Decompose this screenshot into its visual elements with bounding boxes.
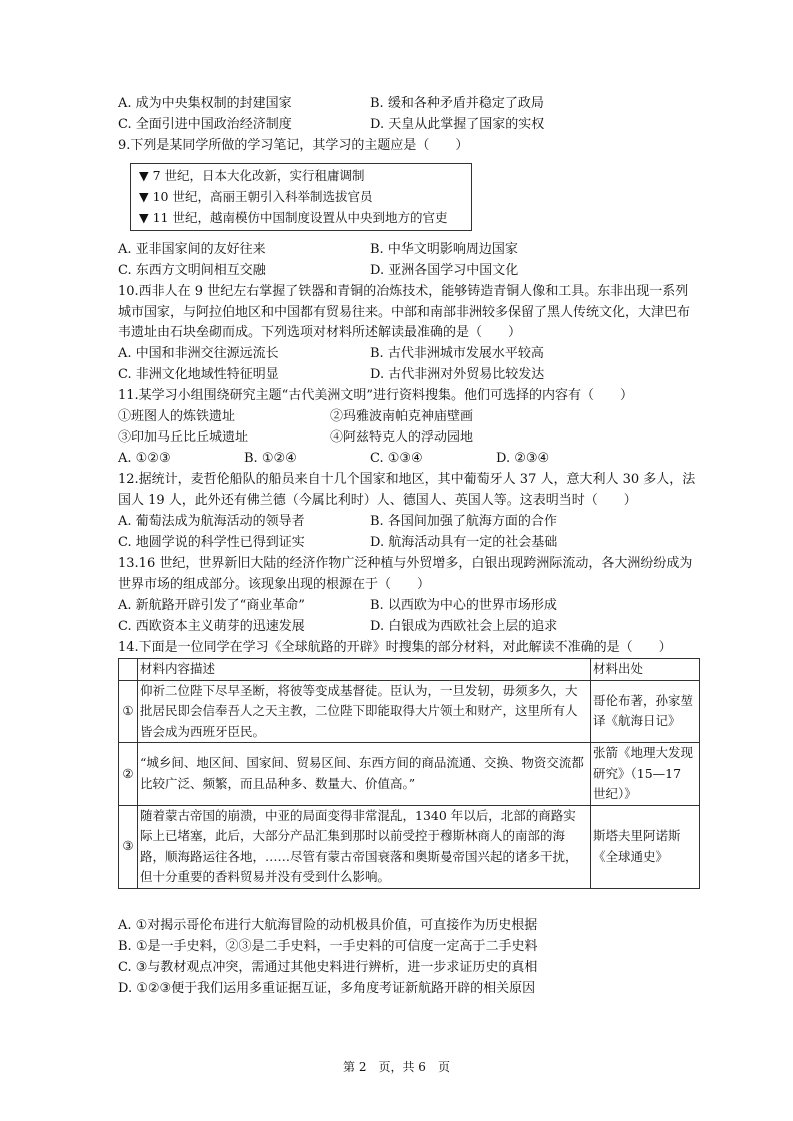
row-content: 仰祈二位陛下尽早圣断，将彼等变成基督徒。臣认为，一旦发轫，毋须多久，大批居民即会信奉吾人之天主教，二位陛下即能取得大片领土和财产，这里所有人皆会成为西班牙臣民。 xyxy=(138,680,591,743)
q12-options-row1 xyxy=(118,512,708,532)
q9-notes-box xyxy=(130,163,472,231)
q10-option-c: C. 非洲文化地域性特征明显 xyxy=(118,367,279,382)
q13-option-b: B. 以西欧为中心的世界市场形成 xyxy=(370,598,557,613)
q9-option-b: B. 中华文明影响周边国家 xyxy=(370,242,518,257)
q9-option-a: A. 亚非国家间的友好往来 xyxy=(118,242,266,257)
q12-option-c: C. 地圆学说的科学性已得到证实 xyxy=(118,535,305,550)
q10-option-b: B. 古代非洲城市发展水平较高 xyxy=(370,346,544,361)
q9-options-row1 xyxy=(118,240,708,260)
q13-option-c: C. 西欧资本主义萌芽的迅速发展 xyxy=(118,619,305,634)
row-number: ③ xyxy=(119,805,138,888)
q10-option-d: D. 古代非洲对外贸易比较发达 xyxy=(370,367,545,382)
q13-stem: 13.16 世纪，世界新旧大陆的经济作物广泛种植与外贸增多，白银出现跨洲际流动，各大洲纷纷成为世界市场的组成部分。该现象出现的根源在于（ ） xyxy=(118,556,693,592)
q11-option-d: D. ②③④ xyxy=(496,451,550,466)
q11-item-4: ④阿兹特克人的浮动园地 xyxy=(330,430,474,445)
q10-stem: 10.西非人在 9 世纪左右掌握了铁器和青铜的冶炼技术，能够铸造青铜人像和工具。东非出现一系列城市国家，与阿拉伯地区和中国都有贸易往来。中部和南部非洲较多保留了黑人传统文化，大津巴布韦遗址由石块垒砌而成。下列选项对材料所述解读最准确的是（ ） xyxy=(118,284,691,341)
q13-options-row1 xyxy=(118,596,708,616)
q11-stem: 11.某学习小组围绕研究主题“古代美洲文明”进行资料搜集。他们可选择的内容有（ ） xyxy=(118,388,633,403)
q14-stem: 14.下面是一位同学在学习《全球航路的开辟》时搜集的部分材料，对此解读不准确的是（ ） xyxy=(118,640,672,655)
q9-options-row2 xyxy=(118,261,708,281)
q10-options-row2 xyxy=(118,365,708,385)
q14-option-c: C. ③与教材观点冲突，需通过其他史料进行辨析，进一步求证历史的真相 xyxy=(118,960,538,975)
q8-option-d: D. 天皇从此掌握了国家的实权 xyxy=(370,117,545,132)
q13-option-a: A. 新航路开辟引发了“商业革命” xyxy=(118,598,305,613)
table-row xyxy=(119,805,700,888)
q9-note: ▼ 10 世纪，高丽王朝引入科举制选拔官员 xyxy=(139,189,373,204)
header-content: 材料内容描述 xyxy=(138,659,591,681)
row-content: 随着蒙古帝国的崩溃，中亚的局面变得非常混乱，1340 年以后，北部的商路实际上已堵塞，此后，大部分产品汇集到那时以前受控于穆斯林商人的南部的海路，顺海路运往各地，……尽管有蒙古帝国衰落和奥斯曼帝国兴起的诸多干扰，但十分重要的香料贸易并没有受到什么影响。 xyxy=(138,805,591,888)
q9-option-c: C. 东西方文明间相互交融 xyxy=(118,263,266,278)
q12-stem: 12.据统计，麦哲伦船队的船员来自十几个国家和地区，其中葡萄牙人 37 人，意大利人 30 多人，法国人 19 人，此外还有佛兰德（今属比利时）人、德国人、英国人等。这表明当时（ ） xyxy=(118,472,696,508)
q9-note: ▼ 11 世纪，越南模仿中国制度设置从中央到地方的官吏 xyxy=(139,210,448,225)
q13-option-d: D. 白银成为西欧社会上层的追求 xyxy=(370,619,558,634)
q9-note: ▼ 7 世纪，日本大化改新，实行租庸调制 xyxy=(139,168,365,183)
q8-options-row2 xyxy=(118,115,708,135)
q14-option-d: D. ①②③便于我们运用多重证据互证，多角度考证新航路开辟的相关原因 xyxy=(118,981,536,996)
row-number: ② xyxy=(119,743,138,806)
q12-option-b: B. 各国间加强了航海方面的合作 xyxy=(370,514,557,529)
table-row xyxy=(119,743,700,806)
q12-option-a: A. 葡萄法成为航海活动的领导者 xyxy=(118,514,305,529)
q12-option-d: D. 航海活动具有一定的社会基础 xyxy=(370,535,558,550)
q8-options-row1 xyxy=(118,94,708,114)
q11-options-row xyxy=(118,449,708,469)
q14-materials-table xyxy=(118,658,700,889)
q13-options-row2 xyxy=(118,617,708,637)
row-source: 哥伦布著，孙家堃译《航海日记》 xyxy=(591,680,700,743)
q10-option-a: A. 中国和非洲交往源远流长 xyxy=(118,346,279,361)
q11-item-2: ②玛雅波南帕克神庙壁画 xyxy=(330,409,474,424)
q14-option-a: A. ①对揭示哥伦布进行大航海冒险的动机极具价值，可直接作为历史根据 xyxy=(118,918,538,933)
q11-option-b: B. ①②④ xyxy=(244,451,297,466)
q11-items-row1 xyxy=(118,407,708,427)
q11-option-a: A. ①②③ xyxy=(118,451,171,466)
q9-option-d: D. 亚洲各国学习中国文化 xyxy=(370,263,519,278)
q8-option-b: B. 缓和各种矛盾并稳定了政局 xyxy=(370,96,544,111)
row-content: “城乡间、地区间、国家间、贸易区间、东西方间的商品流通、交换、物资交流都比较广泛、频繁，而且品种多、数量大、价值高。” xyxy=(138,743,591,806)
q14-option-b: B. ①是一手史料，②③是二手史料，一手史料的可信度一定高于二手史料 xyxy=(118,939,538,954)
page-footer: 第 2 页，共 6 页 xyxy=(343,1060,450,1074)
q11-option-c: C. ①③④ xyxy=(370,451,423,466)
table-row xyxy=(119,680,700,743)
table-header-row xyxy=(119,659,700,681)
q8-option-c: C. 全面引进中国政治经济制度 xyxy=(118,117,292,132)
q12-options-row2 xyxy=(118,533,708,553)
row-source: 斯塔夫里阿诺斯《全球通史》 xyxy=(591,805,700,888)
q8-option-a: A. 成为中央集权制的封建国家 xyxy=(118,96,292,111)
header-source: 材料出处 xyxy=(591,659,700,681)
q11-items-row2 xyxy=(118,428,708,448)
q11-item-1: ①班图人的炼铁遗址 xyxy=(118,409,236,424)
q9-stem: 9.下列是某同学所做的学习笔记，其学习的主题应是（ ） xyxy=(118,138,469,153)
row-source: 张箭《地理大发现研究》（15—17 世纪）》 xyxy=(591,743,700,806)
q11-item-3: ③印加马丘比丘城遗址 xyxy=(118,430,249,445)
row-number: ① xyxy=(119,680,138,743)
q10-options-row1 xyxy=(118,344,708,364)
